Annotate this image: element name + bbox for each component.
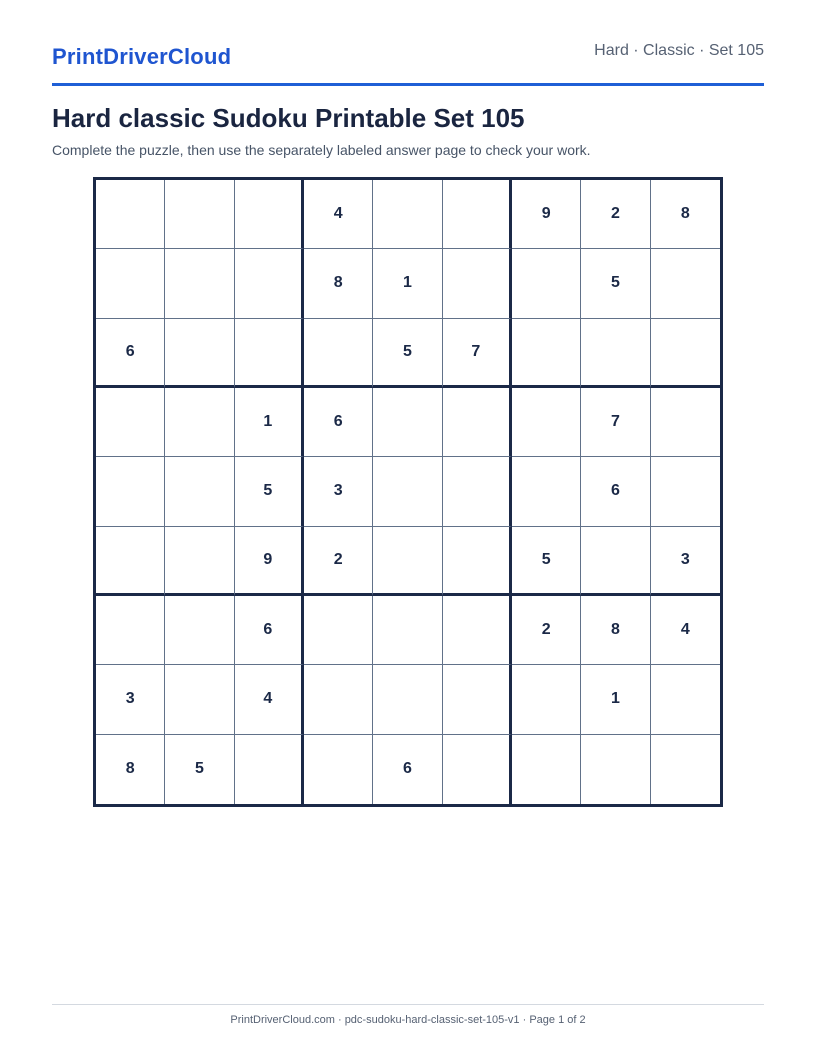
sudoku-cell — [512, 388, 581, 457]
brand-logo: PrintDriverCloud — [52, 44, 232, 69]
sudoku-cell — [512, 665, 581, 734]
sudoku-cell: 6 — [235, 596, 304, 665]
sudoku-cell — [512, 457, 581, 526]
sudoku-grid — [93, 177, 723, 807]
sudoku-cell: 4 — [235, 665, 304, 734]
sudoku-cell: 4 — [304, 180, 373, 249]
sudoku-cell — [512, 735, 581, 804]
sudoku-cell: 9 — [512, 180, 581, 249]
sudoku-cell — [443, 249, 512, 318]
sudoku-cell — [165, 596, 234, 665]
sudoku-cell: 1 — [235, 388, 304, 457]
sudoku-cell: 8 — [581, 596, 650, 665]
sudoku-cell — [96, 457, 165, 526]
sudoku-cell — [651, 457, 720, 526]
sudoku-cell — [235, 249, 304, 318]
sudoku-cell — [235, 180, 304, 249]
sudoku-cell: 2 — [304, 527, 373, 596]
sudoku-cell — [443, 665, 512, 734]
sudoku-cell — [443, 457, 512, 526]
sudoku-cell: 3 — [96, 665, 165, 734]
sudoku-cell — [443, 596, 512, 665]
sudoku-cell — [165, 180, 234, 249]
sudoku-cell — [443, 735, 512, 804]
sudoku-cell: 1 — [581, 665, 650, 734]
sudoku-cell — [96, 249, 165, 318]
sudoku-cell — [165, 319, 234, 388]
sudoku-cell — [373, 457, 442, 526]
sudoku-cell — [96, 180, 165, 249]
sudoku-cell: 3 — [304, 457, 373, 526]
sudoku-cell: 1 — [373, 249, 442, 318]
sudoku-cell — [651, 249, 720, 318]
sudoku-cell: 3 — [651, 527, 720, 596]
sudoku-cell — [165, 388, 234, 457]
sudoku-cell: 2 — [581, 180, 650, 249]
sudoku-cell: 5 — [512, 527, 581, 596]
sudoku-cell — [581, 527, 650, 596]
sudoku-cell — [304, 735, 373, 804]
sudoku-cell: 5 — [165, 735, 234, 804]
sudoku-cell — [96, 596, 165, 665]
sudoku-cell — [373, 180, 442, 249]
sudoku-cell: 8 — [304, 249, 373, 318]
sudoku-cell — [373, 388, 442, 457]
sudoku-cell: 6 — [304, 388, 373, 457]
sudoku-cell — [304, 596, 373, 665]
sudoku-cell — [165, 665, 234, 734]
sudoku-cell — [443, 527, 512, 596]
page-footer — [52, 1004, 764, 1026]
sudoku-cell — [373, 596, 442, 665]
sudoku-cell — [651, 319, 720, 388]
sudoku-cell — [165, 457, 234, 526]
sudoku-cell: 5 — [373, 319, 442, 388]
page-header — [52, 40, 764, 86]
sudoku-cell: 6 — [373, 735, 442, 804]
sudoku-cell — [512, 249, 581, 318]
footer-text: PrintDriverCloud.com · pdc-sudoku-hard-classic-set-105-v1 · Page 1 of 2 — [230, 1014, 586, 1026]
sudoku-cell — [235, 319, 304, 388]
sudoku-cell: 7 — [443, 319, 512, 388]
sudoku-cell — [373, 527, 442, 596]
sudoku-cell — [304, 665, 373, 734]
sudoku-cell — [235, 735, 304, 804]
page-title: Hard classic Sudoku Printable Set 105 — [52, 103, 525, 133]
sudoku-cell: 2 — [512, 596, 581, 665]
sudoku-cell: 8 — [96, 735, 165, 804]
sudoku-cell — [373, 665, 442, 734]
puzzle-meta: Hard · Classic · Set 105 — [594, 42, 764, 59]
sudoku-cell — [304, 319, 373, 388]
sudoku-cell — [443, 388, 512, 457]
sudoku-cell — [512, 319, 581, 388]
sudoku-cell — [651, 735, 720, 804]
sudoku-cell — [581, 735, 650, 804]
sudoku-cell — [651, 388, 720, 457]
sudoku-cell — [651, 665, 720, 734]
sudoku-cell — [96, 527, 165, 596]
sudoku-cell: 9 — [235, 527, 304, 596]
sudoku-cell: 6 — [96, 319, 165, 388]
sudoku-cell: 7 — [581, 388, 650, 457]
sudoku-cell: 6 — [581, 457, 650, 526]
sudoku-cell — [96, 388, 165, 457]
sudoku-cell — [165, 249, 234, 318]
sudoku-cell — [581, 319, 650, 388]
sudoku-cell — [165, 527, 234, 596]
sudoku-cell — [443, 180, 512, 249]
sudoku-cell: 5 — [235, 457, 304, 526]
sudoku-cell: 4 — [651, 596, 720, 665]
sudoku-cell: 5 — [581, 249, 650, 318]
page-subtitle: Complete the puzzle, then use the separately labeled answer page to check your work. — [52, 142, 591, 158]
sudoku-cell: 8 — [651, 180, 720, 249]
